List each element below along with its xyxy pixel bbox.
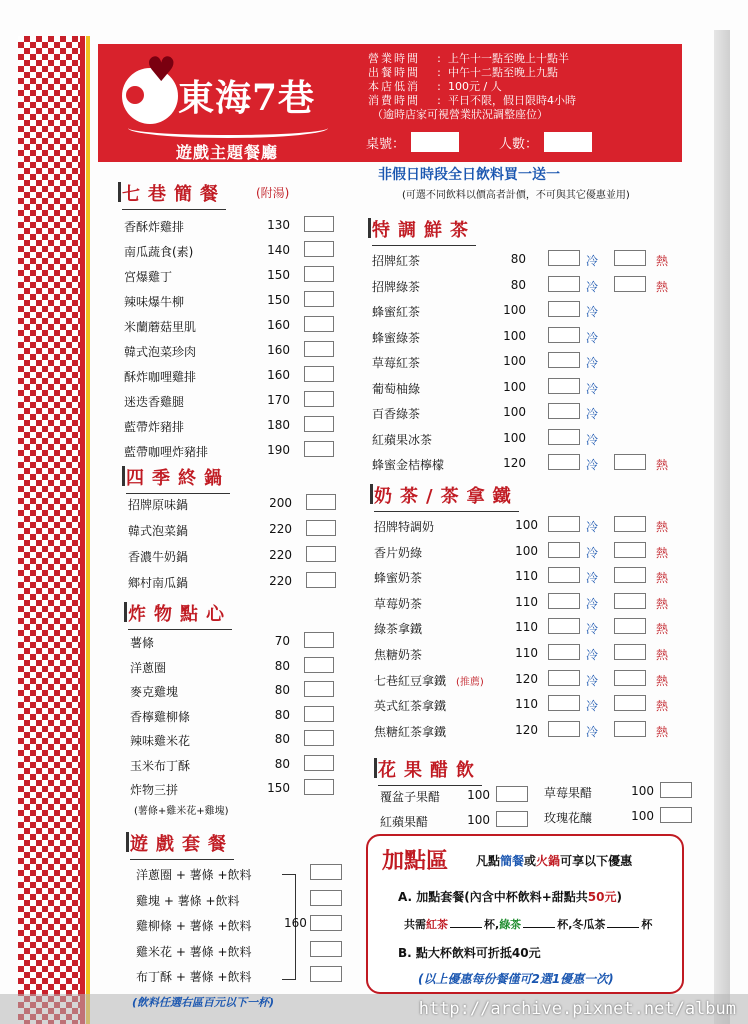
- drink-price: 100: [503, 303, 526, 317]
- milk-teas-title: 奶茶/茶拿鐵: [374, 482, 519, 508]
- melon-tea-blank[interactable]: [607, 927, 639, 928]
- hot-checkbox[interactable]: [614, 250, 646, 266]
- restaurant-subtitle: 遊戲主題餐廳: [176, 143, 279, 162]
- logo-swoosh: [128, 118, 328, 138]
- order-checkbox[interactable]: [304, 779, 334, 795]
- cold-label: 冷: [586, 356, 599, 370]
- vinegar-price: 100: [467, 788, 490, 802]
- hot-label: 熱: [656, 520, 669, 534]
- cold-checkbox[interactable]: [548, 695, 580, 711]
- menu-item-name: 香酥炸雞排: [124, 220, 185, 234]
- hotpot-title: 四季終鍋: [126, 464, 230, 490]
- cup-label: 杯: [557, 918, 569, 931]
- menu-item-name: 酥炸咖哩雞排: [124, 370, 197, 384]
- cold-label: 冷: [586, 724, 599, 739]
- menu-item-name: 招牌原味鍋: [128, 498, 189, 512]
- cold-checkbox[interactable]: [548, 276, 580, 292]
- order-checkbox[interactable]: [310, 966, 342, 982]
- order-checkbox[interactable]: [304, 416, 334, 432]
- business-info: [368, 52, 576, 122]
- vinegar-price: 100: [631, 809, 654, 823]
- combo-note: (薯條+雞米花+雞塊): [134, 806, 229, 817]
- order-checkbox[interactable]: [304, 341, 334, 357]
- hot-checkbox[interactable]: [614, 721, 646, 737]
- teas-title: 特調鮮茶: [372, 216, 476, 242]
- promo-title: 非假日時段全日飲料買一送一: [378, 167, 560, 183]
- menu-item-price: 170: [267, 393, 290, 407]
- watermark-url: http://archive.pixnet.net/album: [418, 999, 736, 1019]
- order-checkbox[interactable]: [306, 520, 336, 536]
- order-checkbox[interactable]: [304, 681, 334, 697]
- menu-item-name: 迷迭香雞腿: [124, 395, 185, 409]
- menu-item-name: 宮爆雞丁: [124, 270, 173, 284]
- menu-item-name: 南瓜蔬食(素): [124, 245, 194, 259]
- game-set-price: 160: [284, 916, 307, 930]
- info-label: 出餐時間: [368, 66, 420, 79]
- info-value: 100元 / 人: [448, 80, 502, 93]
- drink-price: 100: [503, 328, 526, 343]
- cold-label: 冷: [586, 432, 599, 447]
- menu-item-price: 130: [267, 218, 290, 232]
- addon-head-meal: 簡餐: [500, 854, 525, 868]
- hot-label: 熱: [656, 724, 669, 739]
- recommend-tag: (推薦): [456, 676, 484, 688]
- info-note: （逾時店家可視營業狀況調整座位）: [372, 108, 548, 121]
- menu-item-price: 70: [274, 634, 290, 648]
- game-set-item: 雞米花 + 薯條 +飲料: [136, 944, 252, 959]
- drink-price: 110: [515, 594, 538, 609]
- cold-label: 冷: [586, 545, 599, 560]
- cold-checkbox[interactable]: [548, 352, 580, 368]
- addon-option-b: B. 點大杯飲料可折抵40元: [398, 946, 541, 960]
- drink-name: 香片奶綠: [374, 545, 423, 560]
- menu-item-price: 80: [274, 732, 290, 746]
- cold-label: 冷: [586, 381, 599, 396]
- cold-checkbox[interactable]: [548, 670, 580, 686]
- info-value: 中午十二點至晚上九點: [448, 66, 558, 79]
- order-checkbox[interactable]: [304, 657, 334, 673]
- vinegar-price: 100: [467, 813, 490, 827]
- cold-checkbox[interactable]: [548, 250, 580, 266]
- drink-price: 120: [515, 722, 538, 737]
- cold-checkbox[interactable]: [548, 593, 580, 609]
- game-set-item: 洋蔥圈 + 薯條 +飲料: [136, 868, 252, 882]
- cold-checkbox[interactable]: [548, 454, 580, 470]
- cold-checkbox[interactable]: [548, 618, 580, 634]
- menu-item-price: 150: [267, 781, 290, 795]
- hot-label: 熱: [656, 279, 669, 294]
- snacks-title: 炸物點心: [128, 600, 232, 626]
- info-colon: :: [437, 52, 441, 65]
- addon-head-pre: 凡點: [476, 854, 501, 868]
- info-value: 上午十一點至晚上十點半: [448, 52, 569, 65]
- drink-price: 110: [515, 620, 538, 635]
- menu-item-price: 160: [267, 318, 290, 332]
- addon-head-post: 可享以下優惠: [560, 854, 633, 868]
- hot-label: 熱: [656, 545, 669, 560]
- cold-label: 冷: [586, 520, 599, 534]
- info-label: 本店低消: [368, 80, 420, 93]
- drink-price: 100: [503, 379, 526, 394]
- drink-price: 100: [515, 518, 538, 532]
- set-meals-note: (附湯): [256, 186, 290, 200]
- game-set-item: 雞塊 + 薯條 +飲料: [136, 893, 240, 908]
- addon-note: (以上優惠每份餐僅可2選1優惠一次): [418, 972, 614, 986]
- order-checkbox[interactable]: [304, 755, 334, 771]
- hot-label: 熱: [656, 254, 669, 268]
- drink-name: 焦糖奶茶: [374, 648, 423, 662]
- vinegar-title: 花果醋飲: [378, 756, 482, 782]
- addon-order-line: 共需紅茶 杯,綠茶 杯,冬瓜茶 杯: [404, 918, 653, 931]
- drink-name: 英式紅茶拿鐵: [374, 699, 447, 714]
- yellow-stripe: [86, 36, 90, 1024]
- heart-icon: ♥: [146, 50, 177, 90]
- addon-green-tea: 綠茶: [499, 918, 522, 931]
- menu-item-name: 香濃牛奶鍋: [128, 550, 189, 564]
- menu-item-price: 200: [269, 496, 292, 510]
- order-checkbox[interactable]: [304, 216, 334, 232]
- cold-checkbox[interactable]: [548, 429, 580, 445]
- info-label: 消費時間: [368, 94, 420, 107]
- checkered-border: [18, 36, 80, 1024]
- vinegar-name: 玫瑰花釀: [544, 811, 593, 825]
- menu-item-price: 180: [267, 418, 290, 432]
- game-sets-note: (飲料任選右區百元以下一杯): [132, 996, 275, 1009]
- game-sets-title: 遊戲套餐: [130, 830, 234, 856]
- order-checkbox[interactable]: [496, 786, 528, 802]
- red-tea-blank[interactable]: [450, 927, 482, 928]
- order-checkbox[interactable]: [306, 572, 336, 588]
- menu-item-price: 220: [269, 548, 292, 562]
- drink-name: 蜂蜜金桔檸檬: [372, 458, 445, 472]
- info-row: [368, 52, 576, 66]
- cold-label: 冷: [586, 571, 599, 586]
- menu-item-price: 80: [274, 683, 290, 697]
- menu-item-name: 藍帶咖哩炸豬排: [124, 445, 209, 459]
- logo-dot: [126, 86, 144, 104]
- vinegar-name: 紅蘋果醋: [380, 815, 429, 829]
- cup-label: 杯: [484, 918, 495, 931]
- drink-price: 100: [503, 430, 526, 445]
- menu-item-price: 150: [267, 293, 290, 307]
- drink-name: 招牌綠茶: [372, 279, 421, 294]
- cold-label: 冷: [586, 673, 599, 688]
- menu-item-name: 洋蔥圈: [130, 660, 167, 675]
- game-set-item: 布丁酥 + 薯條 +飲料: [136, 970, 252, 984]
- drink-name: 葡萄柚綠: [372, 381, 421, 396]
- cold-checkbox[interactable]: [548, 378, 580, 394]
- addon-total-pre: 共需: [404, 918, 426, 931]
- cold-checkbox[interactable]: [548, 403, 580, 419]
- people-label: 人數：: [499, 136, 539, 152]
- order-checkbox[interactable]: [496, 811, 528, 827]
- drink-name: 焦糖紅茶拿鐵: [374, 724, 447, 739]
- promo-subtitle: (可選不同飲料以價高者計價，不可與其它優惠並用): [402, 190, 630, 201]
- drink-name: 招牌特調奶: [374, 520, 435, 534]
- set-meals-title: 七巷簡餐: [122, 180, 226, 206]
- menu-header: [98, 44, 682, 162]
- drink-price: 110: [515, 697, 538, 712]
- cold-checkbox[interactable]: [548, 327, 580, 343]
- hot-checkbox[interactable]: [614, 276, 646, 292]
- menu-item-price: 190: [267, 443, 290, 457]
- info-value: 平日不限，假日限時4小時: [448, 94, 576, 107]
- cold-checkbox[interactable]: [548, 721, 580, 737]
- menu-item-name: 玉米布丁酥: [130, 758, 191, 773]
- drink-price: 100: [503, 405, 526, 419]
- cold-label: 冷: [586, 407, 599, 421]
- green-tea-blank[interactable]: [523, 927, 555, 928]
- cold-label: 冷: [586, 699, 599, 714]
- hot-label: 熱: [656, 571, 669, 586]
- menu-item-name: 韓式泡菜珍肉: [124, 345, 197, 359]
- info-row: [368, 94, 576, 108]
- order-checkbox[interactable]: [304, 266, 334, 282]
- menu-item-price: 160: [267, 343, 290, 357]
- hot-label: 熱: [656, 458, 669, 472]
- cold-label: 冷: [586, 305, 599, 319]
- drink-name: 蜂蜜紅茶: [372, 305, 421, 319]
- table-number-field[interactable]: [411, 132, 459, 152]
- menu-item-price: 160: [267, 368, 290, 382]
- cold-checkbox[interactable]: [548, 516, 580, 532]
- red-stripe: [80, 36, 85, 1024]
- order-checkbox[interactable]: [304, 291, 334, 307]
- info-row: [368, 66, 576, 80]
- cup-label: 杯: [641, 918, 653, 931]
- drink-price: 120: [503, 456, 526, 470]
- cold-label: 冷: [586, 330, 599, 345]
- addon-melon-tea: 冬瓜茶: [572, 918, 606, 931]
- drink-price: 80: [510, 277, 526, 292]
- menu-item-name: 辣味雞米花: [130, 734, 191, 748]
- addon-red-tea: 紅茶: [426, 918, 448, 931]
- hot-checkbox[interactable]: [614, 516, 646, 532]
- game-set-item: 雞柳條 + 薯條 +飲料: [136, 919, 252, 933]
- menu-item-name: 鄉村南瓜鍋: [128, 576, 189, 590]
- cold-checkbox[interactable]: [548, 542, 580, 558]
- seat-row: [366, 132, 632, 152]
- cold-label: 冷: [586, 648, 599, 662]
- menu-item-name: 米蘭蘑菇里肌: [124, 320, 197, 334]
- drink-name: 蜂蜜奶茶: [374, 571, 423, 586]
- menu-item-name: 炸物三拼: [130, 783, 179, 797]
- order-checkbox[interactable]: [310, 941, 342, 957]
- hot-checkbox[interactable]: [614, 454, 646, 470]
- order-checkbox[interactable]: [660, 807, 692, 823]
- hot-checkbox[interactable]: [614, 644, 646, 660]
- drink-name: 蜂蜜綠茶: [372, 330, 421, 345]
- info-colon: :: [437, 80, 441, 93]
- menu-item-name: 薯條: [130, 636, 155, 650]
- hot-label: 熱: [656, 596, 669, 611]
- addon-title: 加點區: [382, 849, 449, 874]
- order-checkbox[interactable]: [304, 391, 334, 407]
- hot-checkbox[interactable]: [614, 593, 646, 609]
- addon-head-or: 或: [524, 854, 537, 868]
- hot-checkbox[interactable]: [614, 542, 646, 558]
- addon-head-hotpot: 火鍋: [536, 854, 561, 868]
- vinegar-name: 草莓果醋: [544, 786, 593, 800]
- cold-checkbox[interactable]: [548, 644, 580, 660]
- table-label: 桌號：: [366, 136, 406, 152]
- order-checkbox[interactable]: [310, 915, 342, 931]
- hot-label: 熱: [656, 622, 669, 637]
- cold-checkbox[interactable]: [548, 567, 580, 583]
- order-checkbox[interactable]: [304, 706, 334, 722]
- cold-checkbox[interactable]: [548, 301, 580, 317]
- drink-price: 100: [503, 354, 526, 368]
- restaurant-name: 東海7巷: [178, 77, 316, 119]
- menu-item-price: 80: [274, 707, 290, 722]
- order-checkbox[interactable]: [304, 366, 334, 382]
- addon-headline: [476, 852, 632, 869]
- drink-name: 七巷紅豆拿鐵: [374, 673, 447, 688]
- vinegar-name: 覆盆子果醋: [380, 790, 441, 804]
- addon-box: [366, 834, 684, 994]
- drink-price: 100: [515, 543, 538, 558]
- paper-edge: [714, 30, 730, 1024]
- drink-name: 綠茶拿鐵: [374, 622, 423, 637]
- cold-label: 冷: [586, 622, 599, 637]
- menu-item-price: 80: [274, 658, 290, 673]
- drink-name: 百香綠茶: [372, 407, 421, 421]
- menu-item-price: 220: [269, 574, 292, 588]
- menu-item-name: 韓式泡菜鍋: [128, 524, 189, 538]
- order-checkbox[interactable]: [304, 316, 334, 332]
- drink-price: 80: [510, 252, 526, 266]
- order-checkbox[interactable]: [306, 546, 336, 562]
- order-checkbox[interactable]: [310, 890, 342, 906]
- drink-name: 草莓奶茶: [374, 596, 423, 611]
- menu-item-price: 220: [269, 522, 292, 536]
- addon-option-a: [398, 888, 622, 905]
- drink-price: 110: [515, 646, 538, 660]
- order-checkbox[interactable]: [306, 494, 336, 510]
- people-count-field[interactable]: [544, 132, 592, 152]
- info-colon: :: [437, 66, 441, 79]
- menu-item-name: 香檸雞柳條: [130, 709, 191, 724]
- menu-item-name: 麥克雞塊: [130, 685, 179, 699]
- order-checkbox[interactable]: [660, 782, 692, 798]
- info-colon: :: [437, 94, 441, 107]
- cold-label: 冷: [586, 458, 599, 472]
- hot-label: 熱: [656, 648, 669, 662]
- cold-label: 冷: [586, 279, 599, 294]
- hot-checkbox[interactable]: [614, 670, 646, 686]
- cold-label: 冷: [586, 596, 599, 611]
- info-row: [368, 80, 576, 94]
- addon-a-price: 50元: [587, 890, 617, 904]
- menu-item-price: 150: [267, 268, 290, 282]
- hot-checkbox[interactable]: [614, 618, 646, 634]
- logo: [108, 48, 338, 162]
- cold-label: 冷: [586, 254, 599, 268]
- menu-item-price: 80: [274, 756, 290, 771]
- order-checkbox[interactable]: [304, 632, 334, 648]
- info-label: 營業時間: [368, 52, 420, 65]
- menu-item-name: 藍帶炸豬排: [124, 420, 185, 434]
- menu-item-name: 辣味爆牛柳: [124, 295, 185, 309]
- drink-price: 120: [515, 671, 538, 686]
- order-checkbox[interactable]: [304, 441, 334, 457]
- drink-price: 110: [515, 569, 538, 584]
- order-checkbox[interactable]: [304, 730, 334, 746]
- addon-a-close: ): [616, 890, 622, 904]
- order-checkbox[interactable]: [304, 241, 334, 257]
- drink-name: 草莓紅茶: [372, 356, 421, 370]
- drink-name: 招牌紅茶: [372, 254, 421, 268]
- menu-item-price: 140: [267, 243, 290, 257]
- order-checkbox[interactable]: [310, 864, 342, 880]
- vinegar-price: 100: [631, 784, 654, 798]
- addon-a-text: A. 加點套餐(內含中杯飲料+甜點共: [398, 890, 588, 904]
- hot-label: 熱: [656, 699, 669, 714]
- hot-checkbox[interactable]: [614, 695, 646, 711]
- hot-checkbox[interactable]: [614, 567, 646, 583]
- hot-label: 熱: [656, 673, 669, 688]
- drink-name: 紅蘋果冰茶: [372, 432, 433, 447]
